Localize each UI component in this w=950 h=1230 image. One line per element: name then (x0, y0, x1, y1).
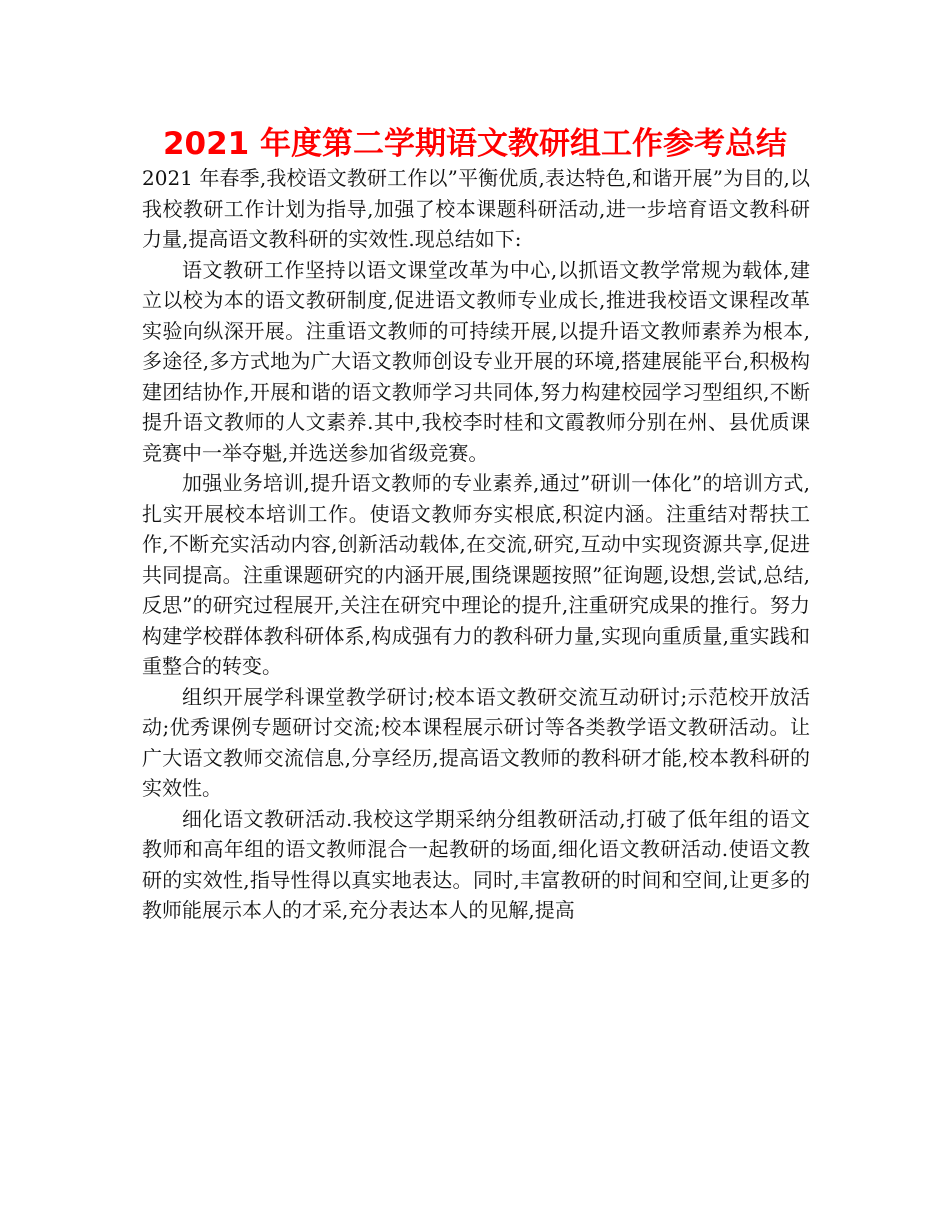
document-title: 2021 年度第二学期语文教研组工作参考总结 (162, 126, 788, 162)
body-paragraph: 组织开展学科课堂教学研讨;校本语文教研交流互动研讨;示范校开放活动;优秀课例专题研讨交流;校本课程展示研讨等各类教学语文教研活动。让广大语文教师交流信息,分享经历,提高语文教师的教科研才能,校本教科研的实效性。 (142, 684, 810, 800)
document-body (142, 163, 810, 926)
body-paragraph: 加强业务培训,提升语文教师的专业素养,通过”研训一体化”的培训方式,扎实开展校本培训工作。使语文教师夯实根底,积淀内涵。注重结对帮扶工作,不断充实活动内容,创新活动载体,在交流,研究,互动中实现资源共享,促进共同提高。注重课题研究的内涵开展,围绕课题按照”征询题,设想,尝试,总结,反思”的研究过程展开,关注在研究中理论的提升,注重研究成果的推行。努力构建学校群体教科研体系,构成强有力的教科研力量,实现向重质量,重实践和重整合的转变。 (142, 471, 810, 678)
intro-paragraph: 2021 年春季,我校语文教研工作以”平衡优质,表达特色,和谐开展”为目的,以我校教研工作计划为指导,加强了校本课题科研活动,进一步培育语文教科研力量,提高语文教科研的实效性.现总结如下: (142, 166, 810, 251)
body-paragraph: 细化语文教研活动.我校这学期采纳分组教研活动,打破了低年组的语文教师和高年组的语文教师混合一起教研的场面,细化语文教研活动.使语文教研的实效性,指导性得以真实地表达。同时,丰富教研的时间和空间,让更多的教师能展示本人的才采,充分表达本人的见解,提高 (142, 806, 810, 922)
body-paragraph: 语文教研工作坚持以语文课堂改革为中心,以抓语文教学常规为载体,建立以校为本的语文教研制度,促进语文教师专业成长,推进我校语文课程改革实验向纵深开展。注重语文教师的可持续开展,以提升语文教师素养为根本,多途径,多方式地为广大语文教师创设专业开展的环境,搭建展能平台,积极构建团结协作,开展和谐的语文教师学习共同体,努力构建校园学习型组织,不断提升语文教师的人文素养.其中,我校李时桂和文霞教师分别在州、县优质课竞赛中一举夺魁,并选送参加省级竞赛。 (142, 257, 810, 465)
